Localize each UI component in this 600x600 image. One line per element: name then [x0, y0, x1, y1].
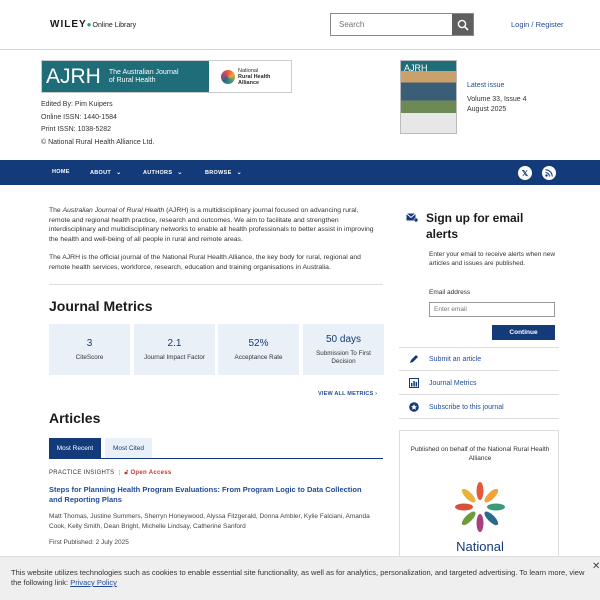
nrha-logo-icon: [221, 70, 235, 84]
articles-heading: Articles: [49, 410, 101, 426]
chevron-down-icon: ⌄: [116, 170, 122, 176]
description-text: The: [49, 207, 63, 214]
search-icon: [457, 19, 469, 31]
tab-most-recent[interactable]: Most Recent: [49, 438, 101, 458]
article-type: PRACTICE INSIGHTS: [49, 470, 115, 476]
x-icon[interactable]: 𝕏: [518, 166, 532, 180]
nav-about-label: ABOUT: [90, 170, 112, 176]
rss-glyph-icon: [545, 169, 553, 177]
article-tabs: [49, 438, 383, 459]
email-alerts-description: Enter your email to receive alerts when new articles and issues are published.: [429, 251, 556, 267]
logo-dot-icon: ●: [86, 20, 93, 29]
chevron-down-icon: ⌄: [177, 170, 183, 176]
open-access-badge: Open Access: [130, 470, 172, 476]
bar-chart-icon: [409, 378, 419, 388]
cover-title: AJRH: [404, 63, 428, 73]
published-label: First Published:: [49, 539, 94, 546]
partner-logo: [209, 61, 291, 92]
society-panel: [399, 430, 559, 560]
logo-suffix: Online Library: [92, 22, 137, 29]
metric-label: Submission To First Decision: [316, 349, 371, 365]
description-paragraph-1: [49, 206, 379, 244]
metric-label: Acceptance Rate: [234, 353, 283, 361]
article-type-row: [49, 470, 172, 477]
metric-first-decision: [303, 324, 384, 375]
email-alert-icon: [406, 212, 418, 223]
divider: [49, 284, 383, 285]
journal-full-name: The Australian Journal of Rural Health: [108, 68, 179, 84]
journal-logo: [42, 61, 209, 92]
wiley-logo[interactable]: [50, 19, 136, 30]
metric-value: 2.1: [167, 337, 182, 349]
latest-issue-cover[interactable]: [400, 60, 457, 134]
published-date: 2 July 2025: [95, 539, 129, 546]
article-authors: Matt Thomas, Justine Summers, Sherryn Honeywood, Alyssa Fitzgerald, Donna Ambler, Kylie Falciani, Amanda Cook, Kelly Smith, Dean Bright, Michelle Lindsay, Catherine Sanford: [49, 513, 370, 530]
subscribe-label: Subscribe to this journal: [429, 403, 504, 411]
view-all-metrics-link[interactable]: VIEW ALL METRICS ›: [318, 391, 378, 397]
metrics-heading: Journal Metrics: [49, 298, 153, 314]
journal-name-italic: Australian Journal of Rural Health: [62, 207, 165, 214]
email-label: Email address: [429, 289, 471, 296]
journal-banner[interactable]: [41, 60, 292, 93]
nav-browse[interactable]: [205, 169, 242, 176]
article-published-date: [49, 539, 129, 546]
article-title-link[interactable]: Steps for Planning Health Program Evaluations: From Program Logic to Data Collection and Reporting Plans: [49, 485, 362, 504]
nav-home[interactable]: HOME: [52, 169, 70, 175]
editor-line: Edited By: Pim Kuipers: [41, 101, 113, 108]
top-header: [0, 0, 600, 50]
metric-value: 50 days: [325, 333, 362, 345]
email-alerts-heading: Sign up for email alerts: [426, 211, 524, 241]
published-on-behalf-text: Published on behalf of the National Rural Health Alliance: [410, 446, 550, 462]
online-issn: Online ISSN: 1440-1584: [41, 113, 117, 121]
metric-label: CiteScore: [75, 353, 104, 361]
print-issn: Print ISSN: 1038-5282: [41, 126, 112, 133]
partner-line2: Rural Health: [238, 73, 271, 80]
journal-metrics-label: Journal Metrics: [429, 379, 477, 387]
pencil-icon: [409, 354, 419, 364]
open-access-icon: 🔓︎: [124, 470, 131, 476]
copyright-line: © National Rural Health Alliance Ltd.: [41, 138, 155, 146]
submit-article-link[interactable]: [409, 354, 481, 364]
latest-issue-info: [467, 81, 527, 115]
partner-line1: National: [238, 67, 259, 74]
nav-browse-label: BROWSE: [205, 170, 232, 176]
description-text: (AJRH) is a multidisciplinary journal focused on advancing rural, remote and regional health practice, research and outcomes. We aim to facilitate and strengthen interdisciplinary and multidisciplinary networks to enable all health professionals to better assist in improving the health and well-being of all people in rural and remote areas.: [49, 207, 374, 243]
search-form: [330, 13, 474, 36]
close-icon[interactable]: ✕: [592, 561, 600, 572]
tab-most-cited[interactable]: Most Cited: [105, 438, 152, 458]
nav-authors-label: AUTHORS: [143, 170, 173, 176]
rss-icon[interactable]: [542, 166, 556, 180]
cookie-banner: [0, 556, 600, 600]
nrha-logo-icon: [452, 479, 508, 535]
search-button[interactable]: [452, 14, 473, 35]
divider: [399, 370, 559, 371]
latest-issue-volume: Volume 33, Issue 4: [467, 96, 527, 103]
cookie-message: [11, 568, 586, 588]
journal-metrics-link[interactable]: [409, 378, 476, 388]
continue-button[interactable]: Continue: [492, 325, 555, 340]
divider: [399, 394, 559, 395]
chevron-down-icon: ⌄: [236, 170, 242, 176]
cookie-text: This website utilizes technologies such as cookies to enable essential site functionality, as well as for analytics, personalization, and targeted advertising. To learn more, view the following link:: [11, 568, 585, 587]
metric-acceptance-rate: [218, 324, 299, 375]
metric-value: 52%: [248, 337, 269, 349]
latest-issue-link[interactable]: Latest issue: [467, 82, 505, 89]
metric-label: Journal Impact Factor: [144, 353, 205, 361]
nav-authors[interactable]: [143, 169, 183, 176]
login-register-link[interactable]: Login / Register: [511, 20, 564, 29]
journal-abbreviation: AJRH: [46, 65, 101, 88]
separator: |: [118, 470, 121, 476]
submit-article-label: Submit an article: [429, 355, 482, 363]
description-paragraph-2: The AJRH is the official journal of the National Rural Health Alliance, the key body for rural, regional and remote health services, workforce, research, education and training organisations in Australia.: [49, 254, 361, 271]
subscribe-journal-link[interactable]: [409, 402, 504, 412]
divider: [399, 347, 559, 348]
logo-brand: WILEY: [50, 19, 87, 30]
journal-description: [49, 206, 379, 282]
metric-value: 3: [86, 337, 93, 349]
privacy-policy-link[interactable]: Privacy Policy: [70, 578, 117, 587]
divider: [399, 418, 559, 419]
latest-issue-date: August 2025: [467, 106, 507, 113]
partner-line3: Alliance: [238, 79, 260, 86]
main-navigation: [0, 160, 600, 185]
society-name: National: [456, 539, 504, 554]
journal-metadata: [41, 99, 154, 149]
metric-citescore: [49, 324, 130, 375]
search-input[interactable]: [331, 14, 452, 35]
metric-impact-factor: [134, 324, 215, 375]
nav-about[interactable]: [90, 169, 121, 176]
star-badge-icon: [409, 402, 419, 412]
email-field[interactable]: [429, 302, 555, 317]
